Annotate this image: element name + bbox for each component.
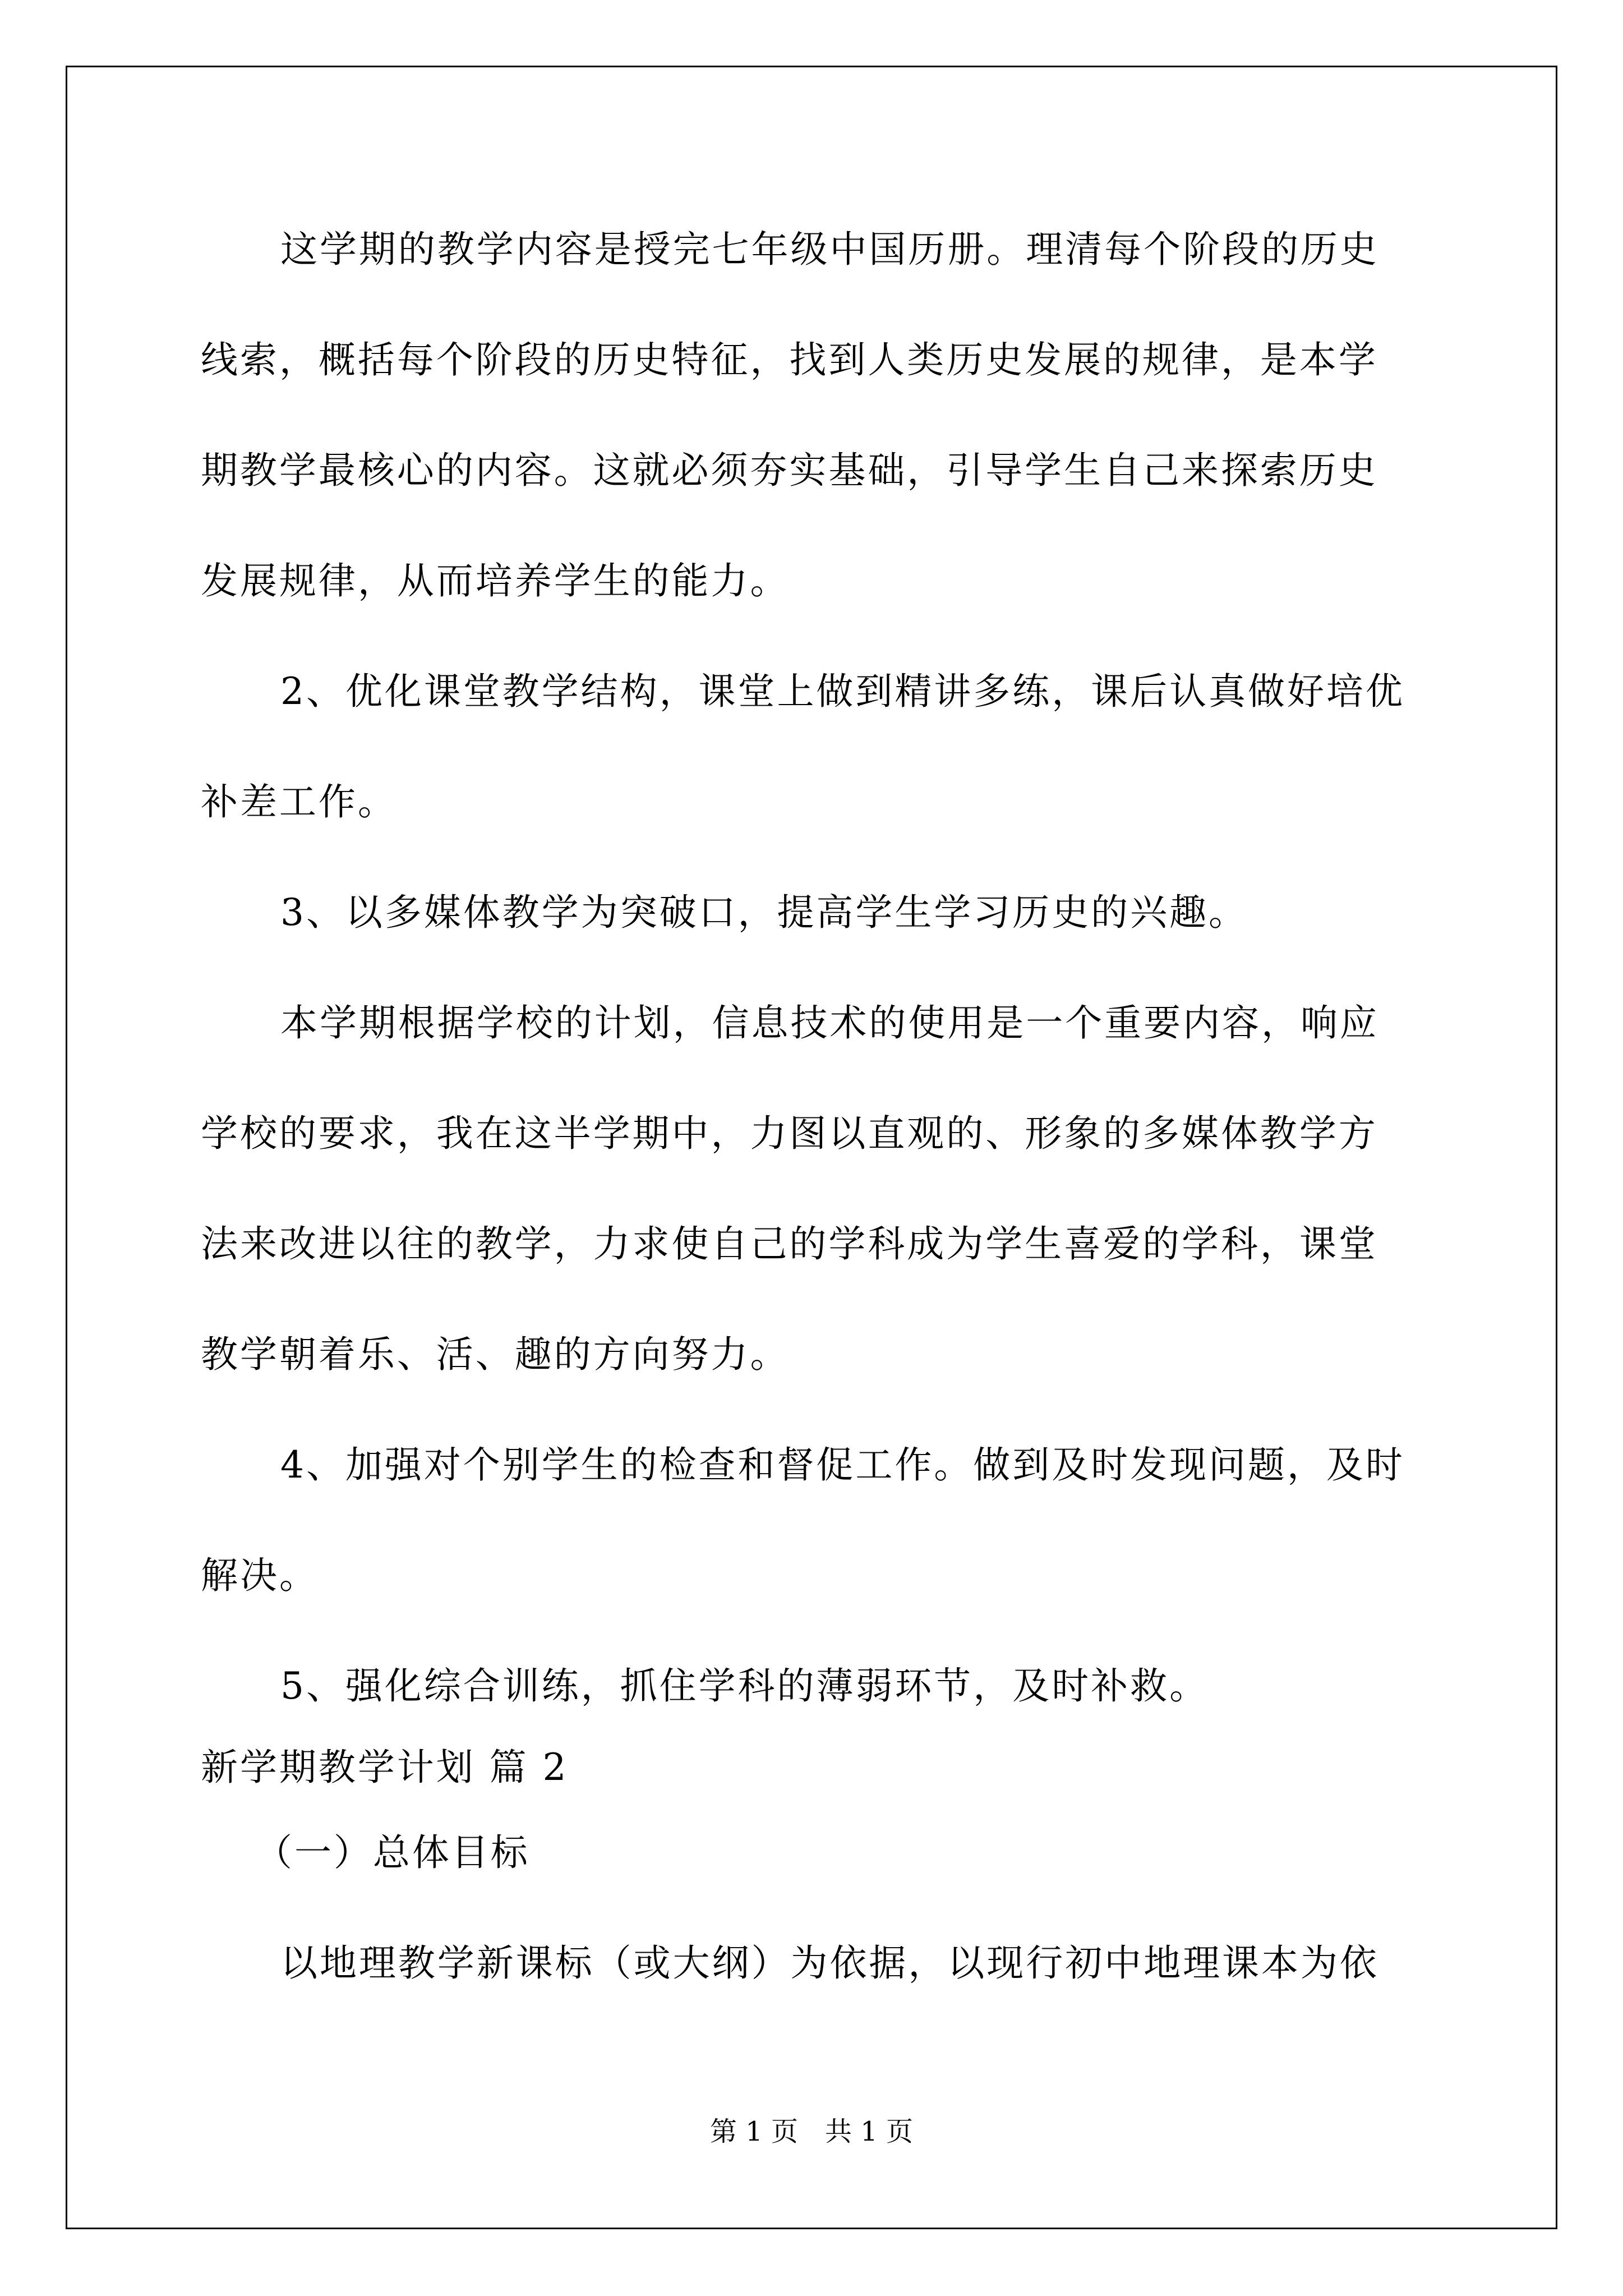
text-line: 教学朝着乐、活、趣的方向努力。 <box>201 1333 790 1376</box>
subsection-heading: （一）总体目标 <box>255 1831 530 1874</box>
text-line: 补差工作。 <box>201 780 397 823</box>
text-line: 学校的要求，我在这半学期中，力图以直观的、形象的多媒体教学方 <box>201 1112 1378 1155</box>
text-line: 5、强化综合训练，抓住学科的薄弱环节，及时补救。 <box>280 1664 1209 1708</box>
text-line: 期教学最核心的内容。这就必须夯实基础，引导学生自己来探索历史 <box>201 449 1378 492</box>
page-footer: 第 1 页 共 1 页 <box>709 2116 914 2147</box>
text-line: 以地理教学新课标（或大纲）为依据，以现行初中地理课本为依 <box>280 1941 1379 1985</box>
text-line: 发展规律，从而培养学生的能力。 <box>201 559 790 602</box>
text-line: 4、加强对个别学生的检查和督促工作。做到及时发现问题，及时 <box>280 1443 1405 1487</box>
section-heading: 新学期教学计划 篇 2 <box>201 1746 569 1789</box>
text-line: 解决。 <box>201 1554 319 1597</box>
text-line: 线索，概括每个阶段的历史特征，找到人类历史发展的规律，是本学 <box>201 338 1378 381</box>
text-line: 3、以多媒体教学为突破口，提高学生学习历史的兴趣。 <box>280 891 1248 934</box>
text-line: 本学期根据学校的计划，信息技术的使用是一个重要内容，响应 <box>280 1001 1379 1045</box>
text-line: 这学期的教学内容是授完七年级中国历册。理清每个阶段的历史 <box>280 228 1379 271</box>
text-line: 法来改进以往的教学，力求使自己的学科成为学生喜爱的学科，课堂 <box>201 1222 1378 1266</box>
text-line: 2、优化课堂教学结构，课堂上做到精讲多练，课后认真做好培优 <box>280 670 1405 713</box>
